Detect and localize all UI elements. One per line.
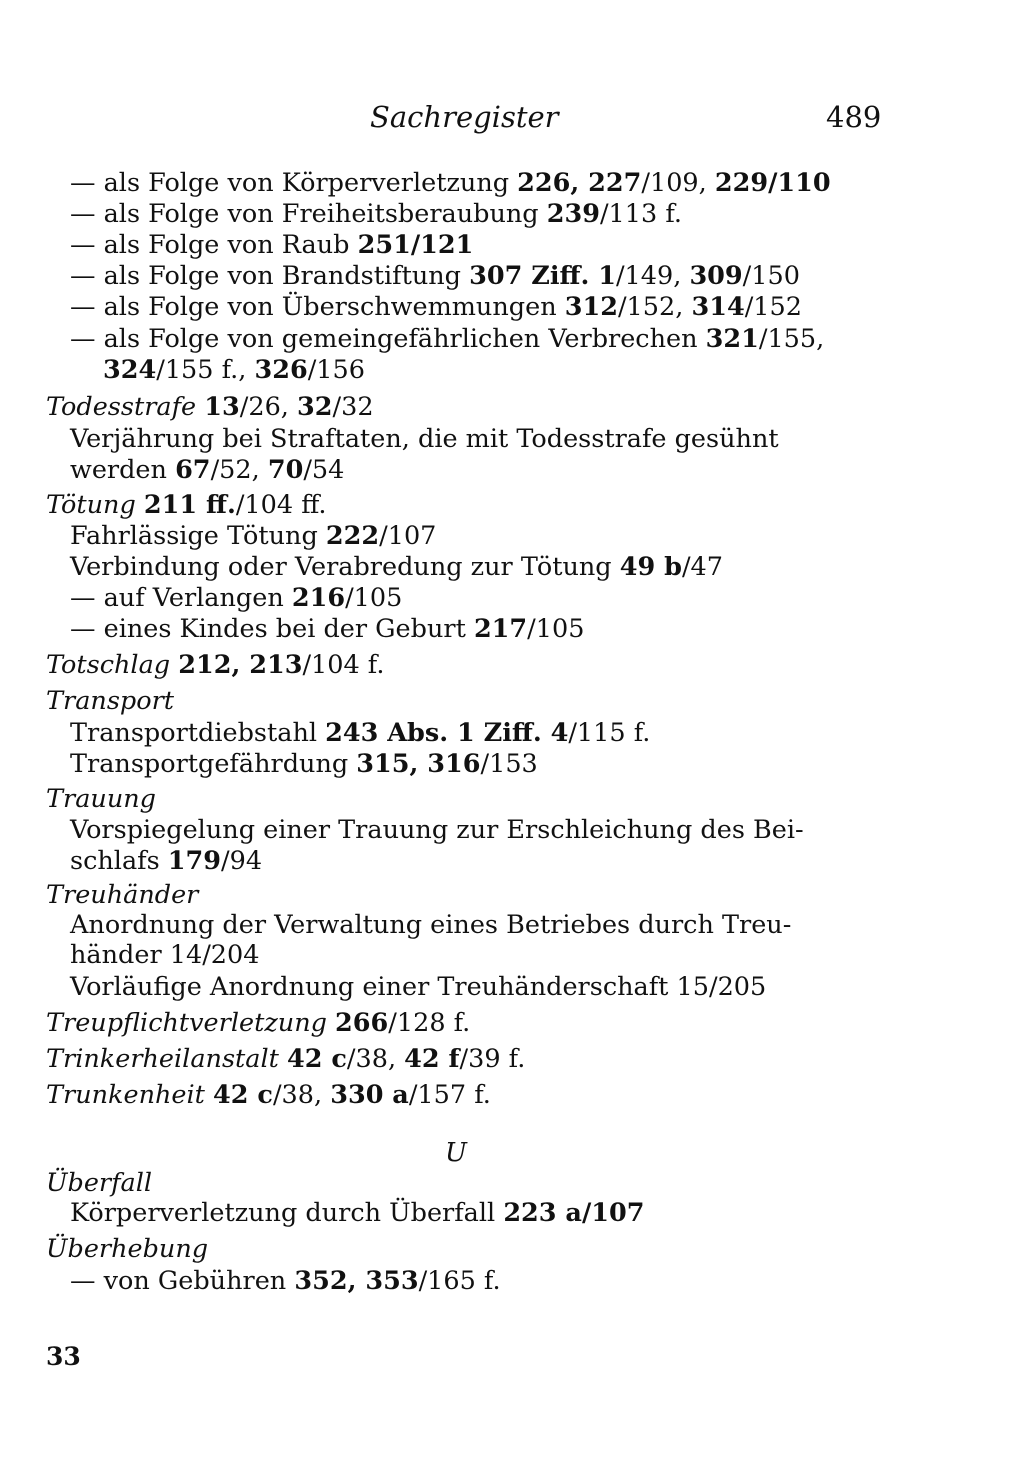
index-term: Trauung xyxy=(46,784,156,814)
index-term: Treuhänder xyxy=(46,880,199,910)
index-line: — als Folge von Körperverletzung 226, 227/109, 229/110 xyxy=(70,168,831,198)
index-line: — als Folge von Freiheitsberaubung 239/113 f. xyxy=(70,199,682,229)
page-number: 489 xyxy=(826,100,882,134)
index-line: Körperverletzung durch Überfall 223 a/107 xyxy=(70,1198,645,1228)
index-line: schlafs 179/94 xyxy=(70,846,263,876)
index-line: Verbindung oder Verabredung zur Tötung 49 b/47 xyxy=(70,552,723,582)
index-term-line xyxy=(46,880,198,911)
index-term-line xyxy=(46,1168,152,1199)
index-term-line: Trinkerheilanstalt 42 c/38, 42 f/39 f. xyxy=(46,1044,526,1074)
index-term-line xyxy=(46,784,156,815)
index-line: Vorspiegelung einer Trauung zur Erschleichung des Bei- xyxy=(70,815,804,845)
index-line: — eines Kindes bei der Geburt 217/105 xyxy=(70,614,585,644)
index-term: Überhebung xyxy=(46,1234,209,1264)
index-line: 324/155 f., 326/156 xyxy=(103,355,365,385)
index-term: Trunkenheit xyxy=(46,1080,205,1110)
index-term: Überfall xyxy=(46,1168,153,1198)
index-line: Anordnung der Verwaltung eines Betriebes durch Treu- xyxy=(70,910,792,940)
index-term-line: Totschlag 212, 213/104 f. xyxy=(46,650,385,680)
index-term: Treupflichtverletzung xyxy=(46,1008,327,1038)
index-term: Totschlag xyxy=(46,650,171,680)
index-term: Tötung xyxy=(46,490,136,520)
index-term-line: Todesstrafe 13/26, 32/32 xyxy=(46,392,374,422)
section-letter: U xyxy=(445,1138,467,1168)
index-line: Vorläufige Anordnung einer Treuhänderschaft 15/205 xyxy=(70,972,767,1002)
index-term-line xyxy=(46,1234,208,1265)
index-line: — als Folge von Brandstiftung 307 Ziff. 1/149, 309/150 xyxy=(70,261,800,291)
signature-mark: 33 xyxy=(46,1342,81,1371)
index-term-line: Tötung 211 ff./104 ff. xyxy=(46,490,327,520)
index-line: werden 67/52, 70/54 xyxy=(70,455,345,485)
index-line: Verjährung bei Straftaten, die mit Todesstrafe gesühnt xyxy=(70,424,779,454)
index-term-line xyxy=(46,686,174,717)
index-line: Transportgefährdung 315, 316/153 xyxy=(70,749,538,779)
index-line: — als Folge von Überschwemmungen 312/152, 314/152 xyxy=(70,292,802,322)
index-line: — von Gebühren 352, 353/165 f. xyxy=(70,1266,501,1296)
index-line: Transportdiebstahl 243 Abs. 1 Ziff. 4/115 f. xyxy=(70,718,651,748)
index-term-line: Trunkenheit 42 c/38, 330 a/157 f. xyxy=(46,1080,491,1110)
index-term-line: Treupflichtverletzung 266/128 f. xyxy=(46,1008,471,1038)
index-line: händer 14/204 xyxy=(70,940,260,970)
running-head-title: Sachregister xyxy=(370,100,559,134)
index-line: Fahrlässige Tötung 222/107 xyxy=(70,521,437,551)
index-line: — als Folge von gemeingefährlichen Verbrechen 321/155, xyxy=(70,324,825,354)
index-term: Todesstrafe xyxy=(46,392,197,422)
index-term: Transport xyxy=(46,686,175,716)
index-line: — als Folge von Raub 251/121 xyxy=(70,230,474,260)
index-line: — auf Verlangen 216/105 xyxy=(70,583,403,613)
index-term: Trinkerheilanstalt xyxy=(46,1044,279,1074)
